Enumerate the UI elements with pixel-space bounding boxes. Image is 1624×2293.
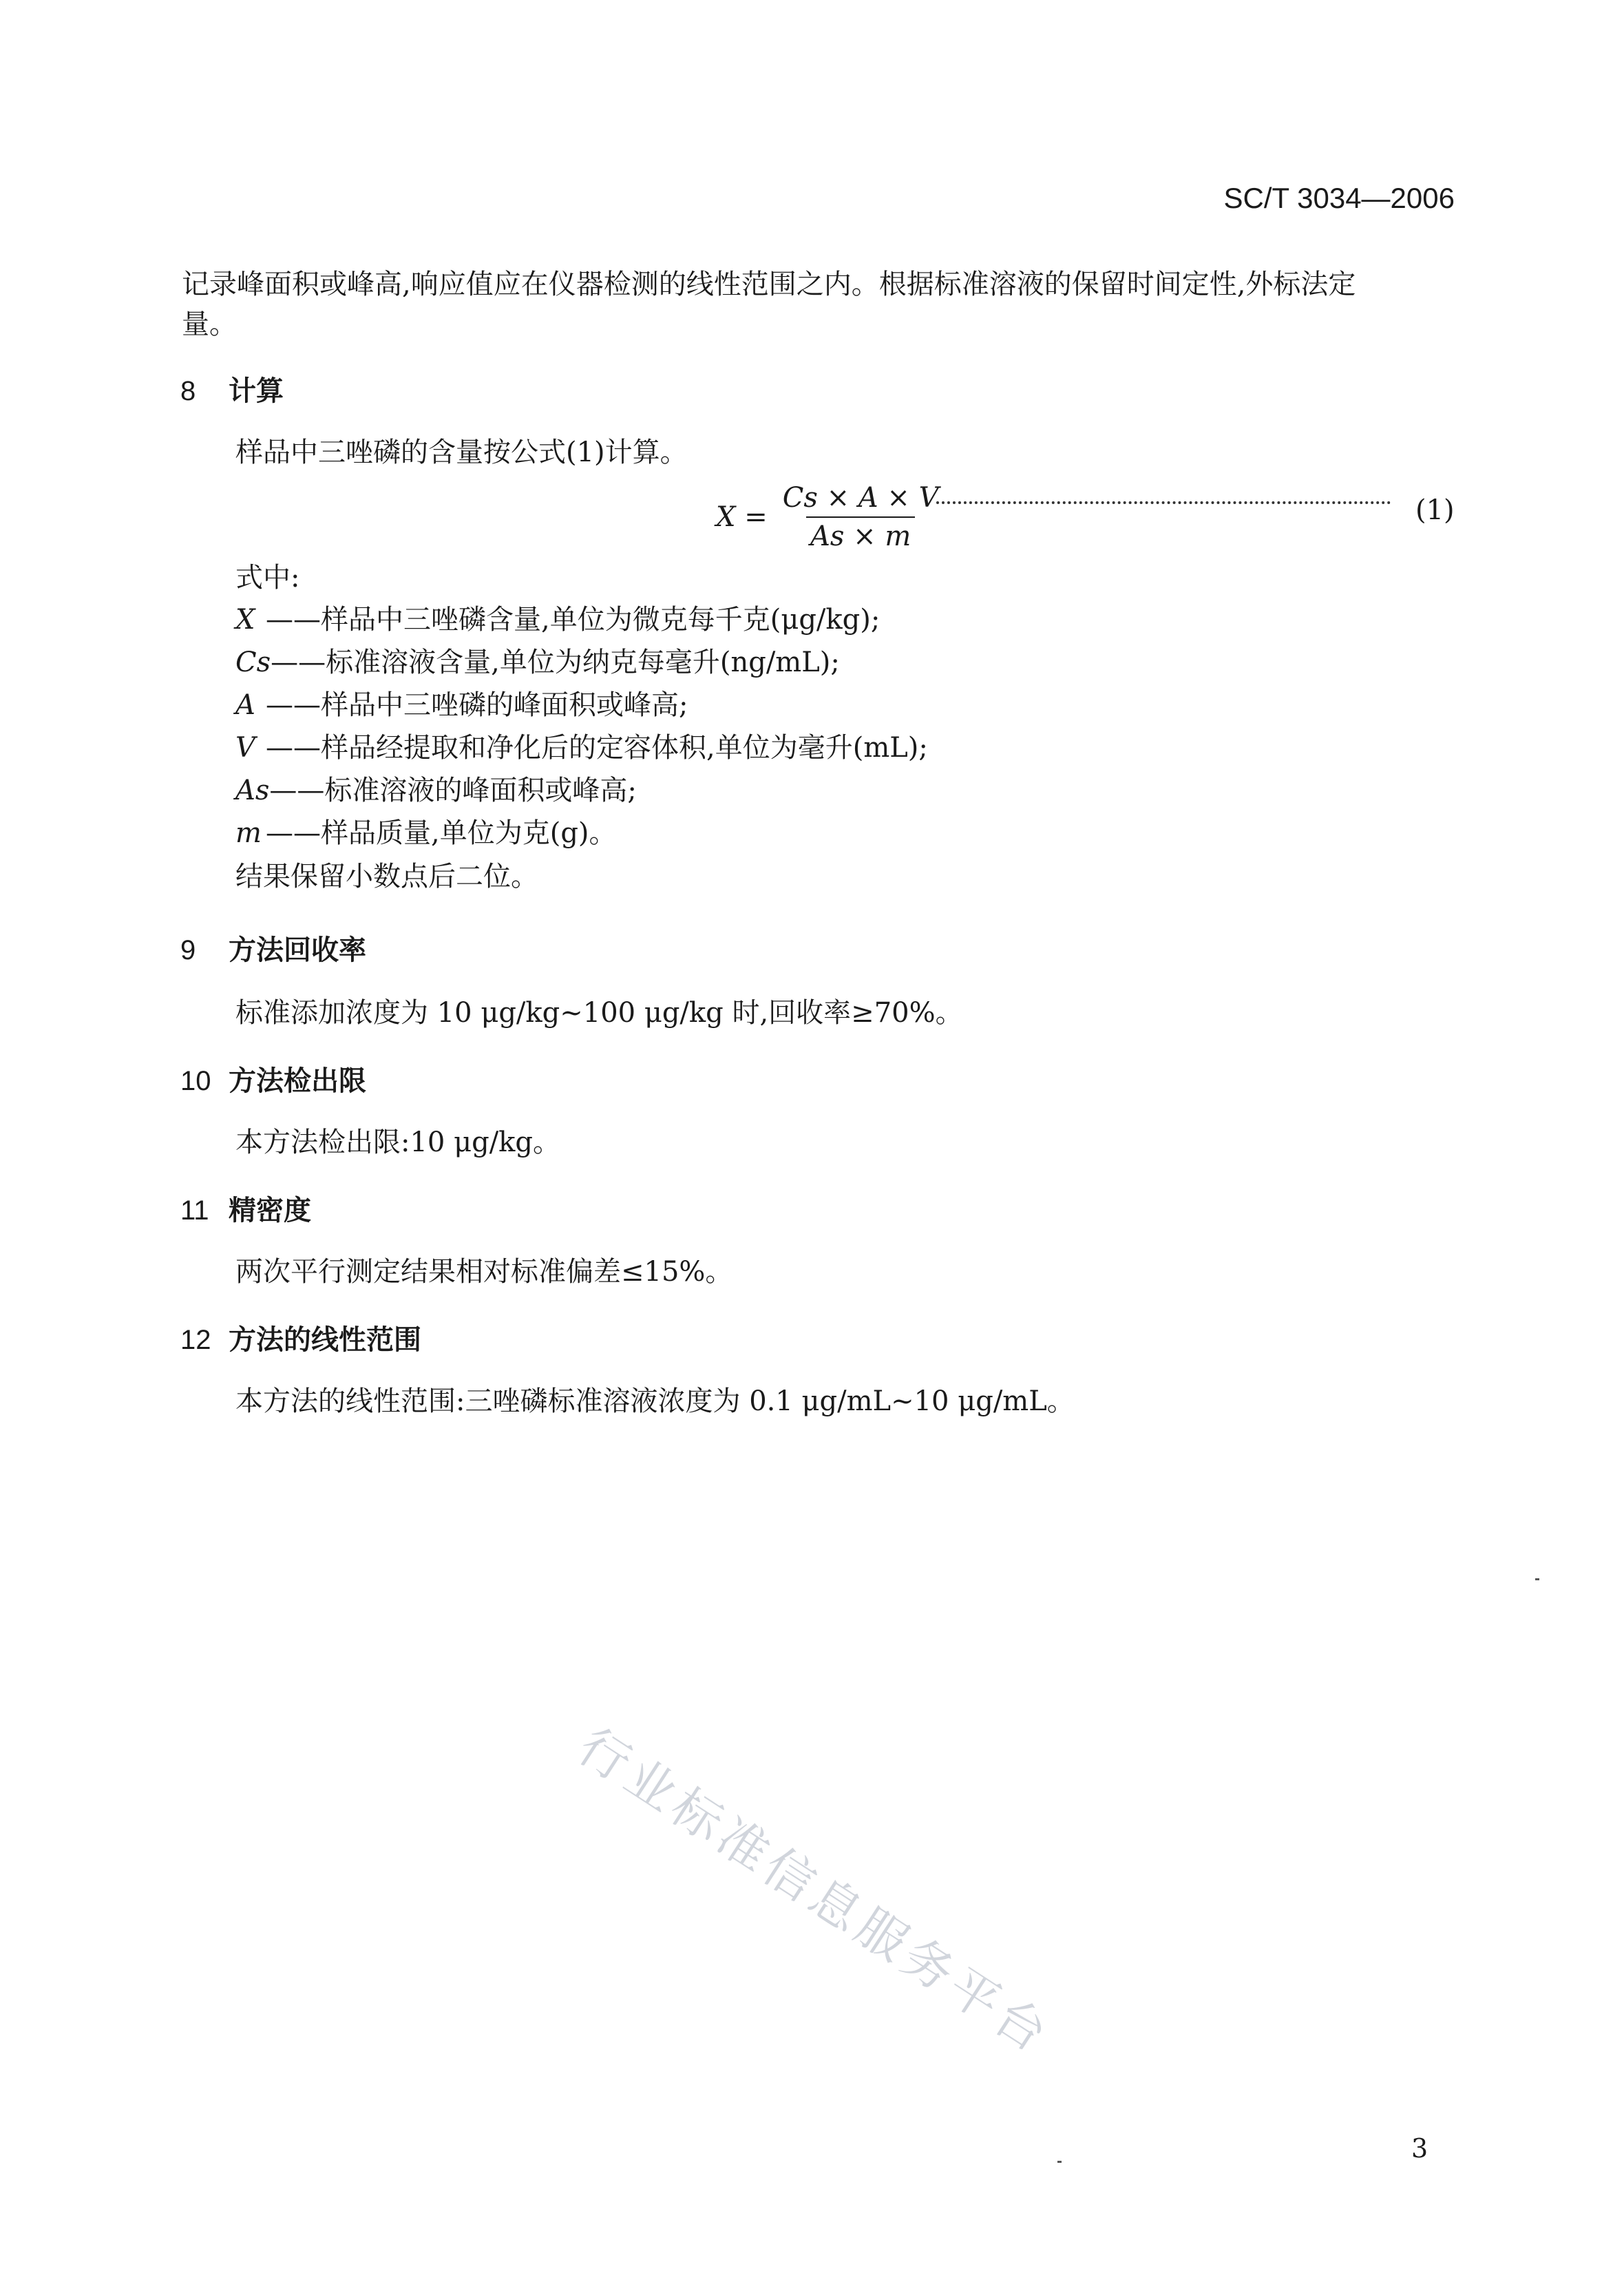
section-11-text: 两次平行测定结果相对标准偏差≤15%。 — [235, 1256, 733, 1288]
section-title: 计算 — [229, 375, 284, 407]
section-12-heading — [180, 1318, 421, 1357]
section-title: 精密度 — [229, 1195, 311, 1226]
section-number: 9 — [180, 935, 196, 965]
intro-line-1: 记录峰面积或峰高,响应值应在仪器检测的线性范围之内。根据标准溶液的保留时间定性,外标法定 — [182, 269, 1356, 300]
section-number: 11 — [180, 1195, 209, 1226]
section-8-heading — [180, 369, 284, 408]
variable-line — [235, 770, 637, 811]
formula-fraction — [779, 482, 943, 552]
variable-line — [235, 642, 840, 683]
section-number: 12 — [180, 1325, 211, 1355]
variable-symbol: V — [235, 732, 255, 764]
scan-speck — [1057, 2161, 1062, 2163]
variable-desc: ——样品质量,单位为克(g)。 — [266, 817, 617, 849]
formula-numerator: Cs × A × V — [782, 482, 939, 514]
formula — [716, 482, 943, 552]
variable-desc: ——样品中三唑磷的峰面积或峰高; — [266, 689, 688, 721]
variable-desc: ——样品经提取和净化后的定容体积,单位为毫升(mL); — [266, 732, 928, 764]
formula-lhs: X = — [716, 501, 768, 533]
standard-code: SC/T 3034—2006 — [1223, 182, 1455, 214]
section-8-text: 样品中三唑磷的含量按公式(1)计算。 — [235, 437, 688, 468]
variable-symbol: Cs — [235, 647, 271, 678]
variable-line — [235, 727, 928, 768]
section-number: 10 — [180, 1066, 211, 1096]
variable-symbol: m — [235, 817, 262, 849]
variable-line — [235, 813, 617, 854]
formula-leader-dots — [936, 501, 1391, 504]
variable-desc: ——样品中三唑磷含量,单位为微克每千克(μg/kg); — [266, 604, 880, 636]
scan-speck — [1535, 1578, 1539, 1580]
variable-line — [235, 599, 880, 640]
section-12-text: 本方法的线性范围:三唑磷标准溶液浓度为 0.1 μg/mL~10 μg/mL。 — [235, 1385, 1075, 1417]
section-title: 方法回收率 — [229, 934, 366, 966]
section-10-text: 本方法检出限:10 μg/kg。 — [235, 1127, 561, 1158]
formula-denominator: As × m — [806, 516, 915, 552]
intro-line-2: 量。 — [182, 308, 237, 340]
variable-symbol: A — [235, 689, 255, 721]
section-9-heading — [180, 928, 366, 967]
variable-desc: ——标准溶液的峰面积或峰高; — [269, 775, 637, 806]
section-11-heading — [180, 1189, 311, 1228]
section-number: 8 — [180, 376, 196, 406]
where-label: 式中: — [235, 562, 300, 594]
section-title: 方法的线性范围 — [229, 1324, 421, 1356]
equation-number: (1) — [1415, 494, 1455, 526]
variable-symbol: X — [235, 604, 255, 636]
result-note: 结果保留小数点后二位。 — [235, 861, 538, 892]
variable-line — [235, 684, 688, 726]
section-10-heading — [180, 1059, 366, 1098]
variable-desc: ——标准溶液含量,单位为纳克每毫升(ng/mL); — [271, 647, 840, 678]
section-title: 方法检出限 — [229, 1065, 366, 1097]
page-number: 3 — [1411, 2133, 1428, 2164]
watermark: 行业标准信息服务平台 — [568, 1717, 1062, 2066]
section-9-text: 标准添加浓度为 10 μg/kg~100 μg/kg 时,回收率≥70%。 — [235, 997, 963, 1029]
variable-symbol: As — [235, 775, 270, 806]
